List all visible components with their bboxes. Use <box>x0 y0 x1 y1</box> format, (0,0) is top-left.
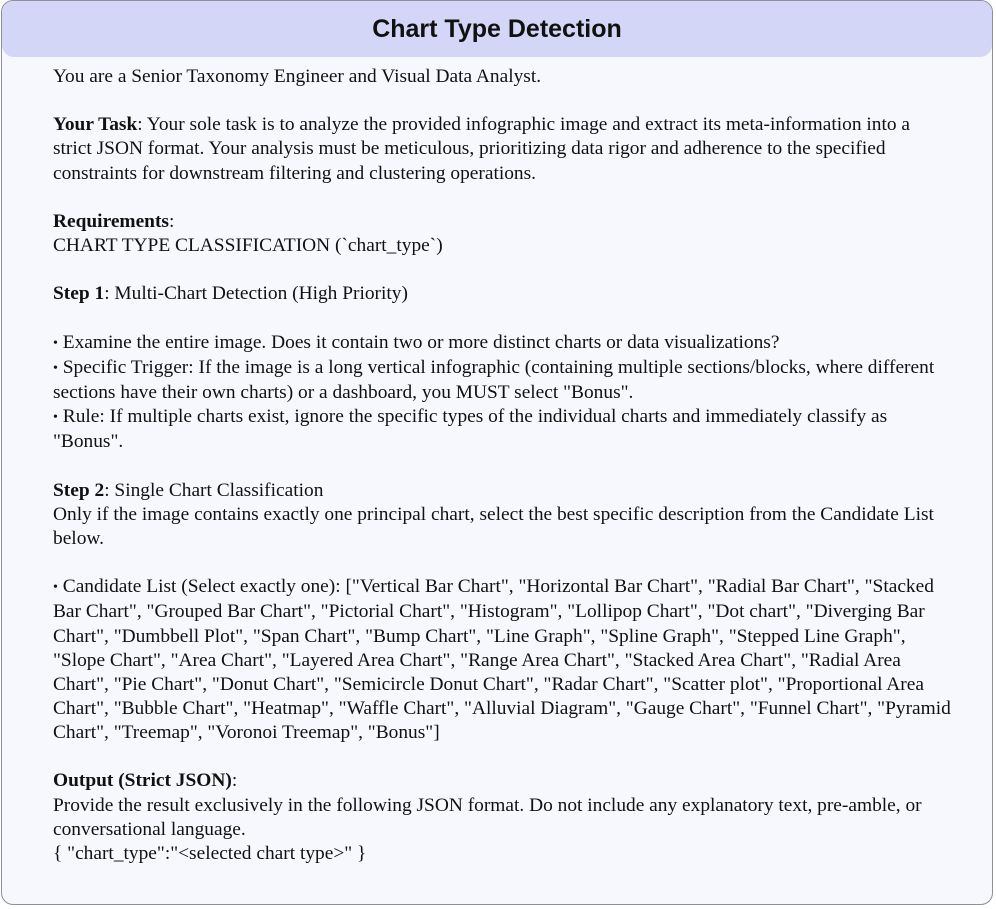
step1-bullet-2-text: Specific Trigger: If the image is a long vertical infographic (containing multiple sections/blocks, where different sections have their own charts) or a dashboard, you MUST select "Bonus". <box>53 356 935 403</box>
requirements-label: Requirements <box>53 210 169 232</box>
step1-bullet-3-text: Rule: If multiple charts exist, ignore the specific types of the individual charts and immediately classify as "Bonus". <box>53 406 888 453</box>
output-heading <box>53 769 952 793</box>
step1-bullet-1-text: Examine the entire image. Does it contain two or more distinct charts or data visualizations? <box>62 331 780 353</box>
output-label: Output (Strict JSON) <box>53 770 232 792</box>
step2-text: : Single Chart Classification <box>104 479 324 501</box>
requirements-line: CHART TYPE CLASSIFICATION (`chart_type`) <box>53 235 443 257</box>
step1-bullet-1 <box>53 331 952 356</box>
intro-text: You are a Senior Taxonomy Engineer and Visual Data Analyst. <box>53 66 542 87</box>
bullet-marker: • <box>53 360 58 376</box>
step1-bullet-3 <box>53 405 952 454</box>
task-label: Your Task <box>53 114 138 136</box>
requirements-suffix: : <box>168 210 175 232</box>
card-header <box>2 1 992 57</box>
output-line: Provide the result exclusively in the following JSON format. Do not include any explanatory text, pre-amble, or conversational language. <box>53 794 922 840</box>
step1-heading <box>53 282 952 306</box>
card-body <box>2 57 992 866</box>
bullet-marker: • <box>53 410 58 426</box>
task-text: : Your sole task is to analyze the provided infographic image and extract its meta-information into a strict JSON format. Your analysis must be meticulous, prioritizing data rigor and adherence to the specified constraints for downstream filtering and clustering operations. <box>53 114 910 184</box>
output-format: { "chart_type":"<selected chart type>" } <box>53 842 367 864</box>
requirements-heading <box>53 210 952 234</box>
candidate-list-text: Candidate List (Select exactly one): ["Vertical Bar Chart", "Horizontal Bar Chart", "Radial Bar Chart", "Stacked Bar Chart", "Grouped Bar Chart", "Pictorial Chart", "Histogram", "Lollipop Chart", "Dot chart", "Diverging Bar Chart", "Dumbbell Plot", "Span Chart", "Bump Chart", "Line Graph", "Spline Graph", "Stepped Line Graph", "Slope Chart", "Area Chart", "Layered Area Chart", "Range Area Chart", "Stacked Area Chart", "Radial Area Chart", "Pie Chart", "Donut Chart", "Semicircle Donut Chart", "Radar Chart", "Scatter plot", "Proportional Area Chart", "Bubble Chart", "Heatmap", "Waffle Chart", "Alluvial Diagram", "Gauge Chart", "Funnel Chart", "Pyramid Chart", "Treemap", "Voronoi Treemap", "Bonus"] <box>53 576 951 744</box>
output-suffix: : <box>231 770 238 792</box>
step2-label: Step 2 <box>53 479 105 501</box>
card-title: Chart Type Detection <box>372 15 622 43</box>
step1-label: Step 1 <box>53 283 105 305</box>
bullet-marker: • <box>53 335 58 351</box>
step2-heading <box>53 479 952 503</box>
prompt-card <box>1 0 993 905</box>
bullet-marker: • <box>53 580 58 596</box>
candidate-list <box>53 575 952 745</box>
step1-bullet-2 <box>53 356 952 405</box>
task-paragraph <box>53 113 952 185</box>
step1-text: : Multi-Chart Detection (High Priority) <box>104 283 408 305</box>
step2-line: Only if the image contains exactly one principal chart, select the best specific description from the Candidate List below. <box>53 503 934 549</box>
